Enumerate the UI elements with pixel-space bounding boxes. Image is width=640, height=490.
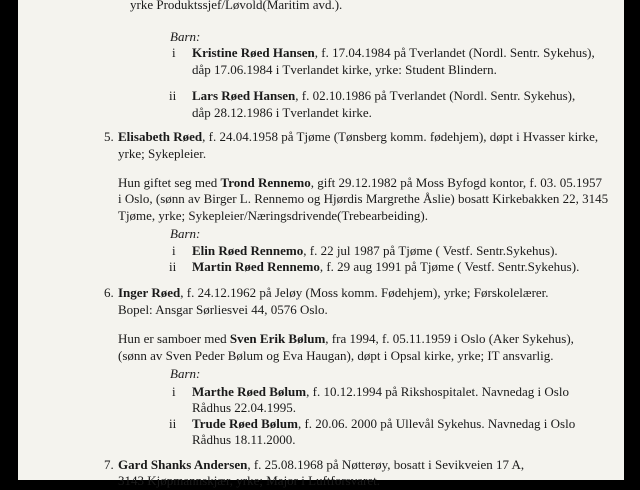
entry-number: 7. bbox=[104, 457, 114, 472]
child-details: , f. 20.06. 2000 på Ullevål Sykehus. Navnedag i Oslo bbox=[297, 416, 576, 431]
entry-line-2: Bopel: Ansgar Sørliesvei 44, 0576 Oslo. bbox=[118, 302, 328, 317]
child-numeral: i bbox=[172, 384, 176, 399]
entry-number: 5. bbox=[104, 129, 114, 144]
child-line-2: dåp 28.12.1986 i Tverlandet kirke. bbox=[192, 105, 372, 120]
child-details: , f. 22 jul 1987 på Tjøme ( Vestf. Sentr.Sykehus). bbox=[303, 243, 558, 258]
child-line-2: dåp 17.06.1984 i Tverlandet kirke, yrke: Student Blindern. bbox=[192, 62, 497, 77]
marriage-text: Hun giftet seg med bbox=[118, 175, 221, 190]
child-name: Kristine Røed Hansen bbox=[192, 45, 315, 60]
child-numeral: i bbox=[172, 45, 176, 60]
children-heading: Barn: bbox=[170, 29, 201, 44]
child-details: , f. 17.04.1984 på Tverlandet (Nordl. Sentr. Sykehus), bbox=[314, 45, 595, 60]
child-name: Martin Røed Rennemo bbox=[192, 259, 320, 274]
child-numeral: ii bbox=[169, 416, 177, 431]
child-line bbox=[192, 44, 595, 62]
marriage-line-2: i Oslo, (sønn av Birger L. Rennemo og Hjørdis Margrethe Åslie) bosatt Kirkebakken 22, 3145 bbox=[118, 191, 609, 206]
child-numeral: i bbox=[172, 243, 176, 258]
entry-name: Inger Røed bbox=[118, 285, 181, 300]
children-heading: Barn: bbox=[170, 366, 201, 381]
child-name: Trude Røed Bølum bbox=[192, 416, 298, 431]
entry-name: Gard Shanks Andersen bbox=[118, 457, 248, 472]
child-line bbox=[192, 258, 579, 276]
children-heading: Barn: bbox=[170, 226, 201, 241]
entry-line bbox=[118, 284, 549, 302]
child-numeral: ii bbox=[169, 88, 177, 103]
child-details: , f. 29 aug 1991 på Tjøme ( Vestf. Sentr.Sykehus). bbox=[319, 259, 580, 274]
child-details: , f. 02.10.1986 på Tverlandet (Nordl. Sentr. Sykehus), bbox=[295, 88, 576, 103]
partner-line bbox=[118, 330, 574, 348]
child-line bbox=[192, 87, 575, 105]
entry-details: , f. 24.12.1962 på Jeløy (Moss komm. Fødehjem), yrke; Førskolelærer. bbox=[180, 285, 549, 300]
entry-line bbox=[118, 128, 598, 146]
partner-line-2: (sønn av Sven Peder Bølum og Eva Haugan), døpt i Opsal kirke, yrke; IT ansvarlig. bbox=[118, 348, 554, 363]
child-numeral: ii bbox=[169, 259, 177, 274]
child-name: Marthe Røed Bølum bbox=[192, 384, 307, 399]
entry-line-2: yrke; Sykepleier. bbox=[118, 146, 207, 161]
entry-line-2: 3143 Kjøpmannskjær, yrke; Major i Luftforsvaret. bbox=[118, 473, 380, 488]
child-line-2: Rådhus 22.04.1995. bbox=[192, 400, 296, 415]
partner-details: , fra 1994, f. 05.11.1959 i Oslo (Aker Sykehus), bbox=[325, 331, 574, 346]
partner-name: Sven Erik Bølum bbox=[229, 331, 326, 346]
entry-details: , f. 25.08.1968 på Nøtterøy, bosatt i Sevikveien 17 A, bbox=[247, 457, 525, 472]
entry-name: Elisabeth Røed bbox=[118, 129, 203, 144]
child-name: Lars Røed Hansen bbox=[192, 88, 296, 103]
entry-number: 6. bbox=[104, 285, 114, 300]
intro-line: yrke Produktssjef/Løvold(Maritim avd.). bbox=[130, 0, 343, 12]
child-name: Elin Røed Rennemo bbox=[192, 243, 304, 258]
partner-text: Hun er samboer med bbox=[118, 331, 230, 346]
marriage-line-3: Tjøme, yrke; Sykepleier/Næringsdrivende(Trebearbeiding). bbox=[118, 208, 428, 223]
spouse-name: Trond Rennemo bbox=[220, 175, 311, 190]
marriage-details: , gift 29.12.1982 på Moss Byfogd kontor, f. 03. 05.1957 bbox=[310, 175, 602, 190]
entry-details: , f. 24.04.1958 på Tjøme (Tønsberg komm. fødehjem), døpt i Hvasser kirke, bbox=[202, 129, 599, 144]
document-page bbox=[18, 0, 624, 488]
child-details: , f. 10.12.1994 på Rikshospitalet. Navnedag i Oslo bbox=[306, 384, 569, 399]
child-line-2: Rådhus 18.11.2000. bbox=[192, 432, 296, 447]
